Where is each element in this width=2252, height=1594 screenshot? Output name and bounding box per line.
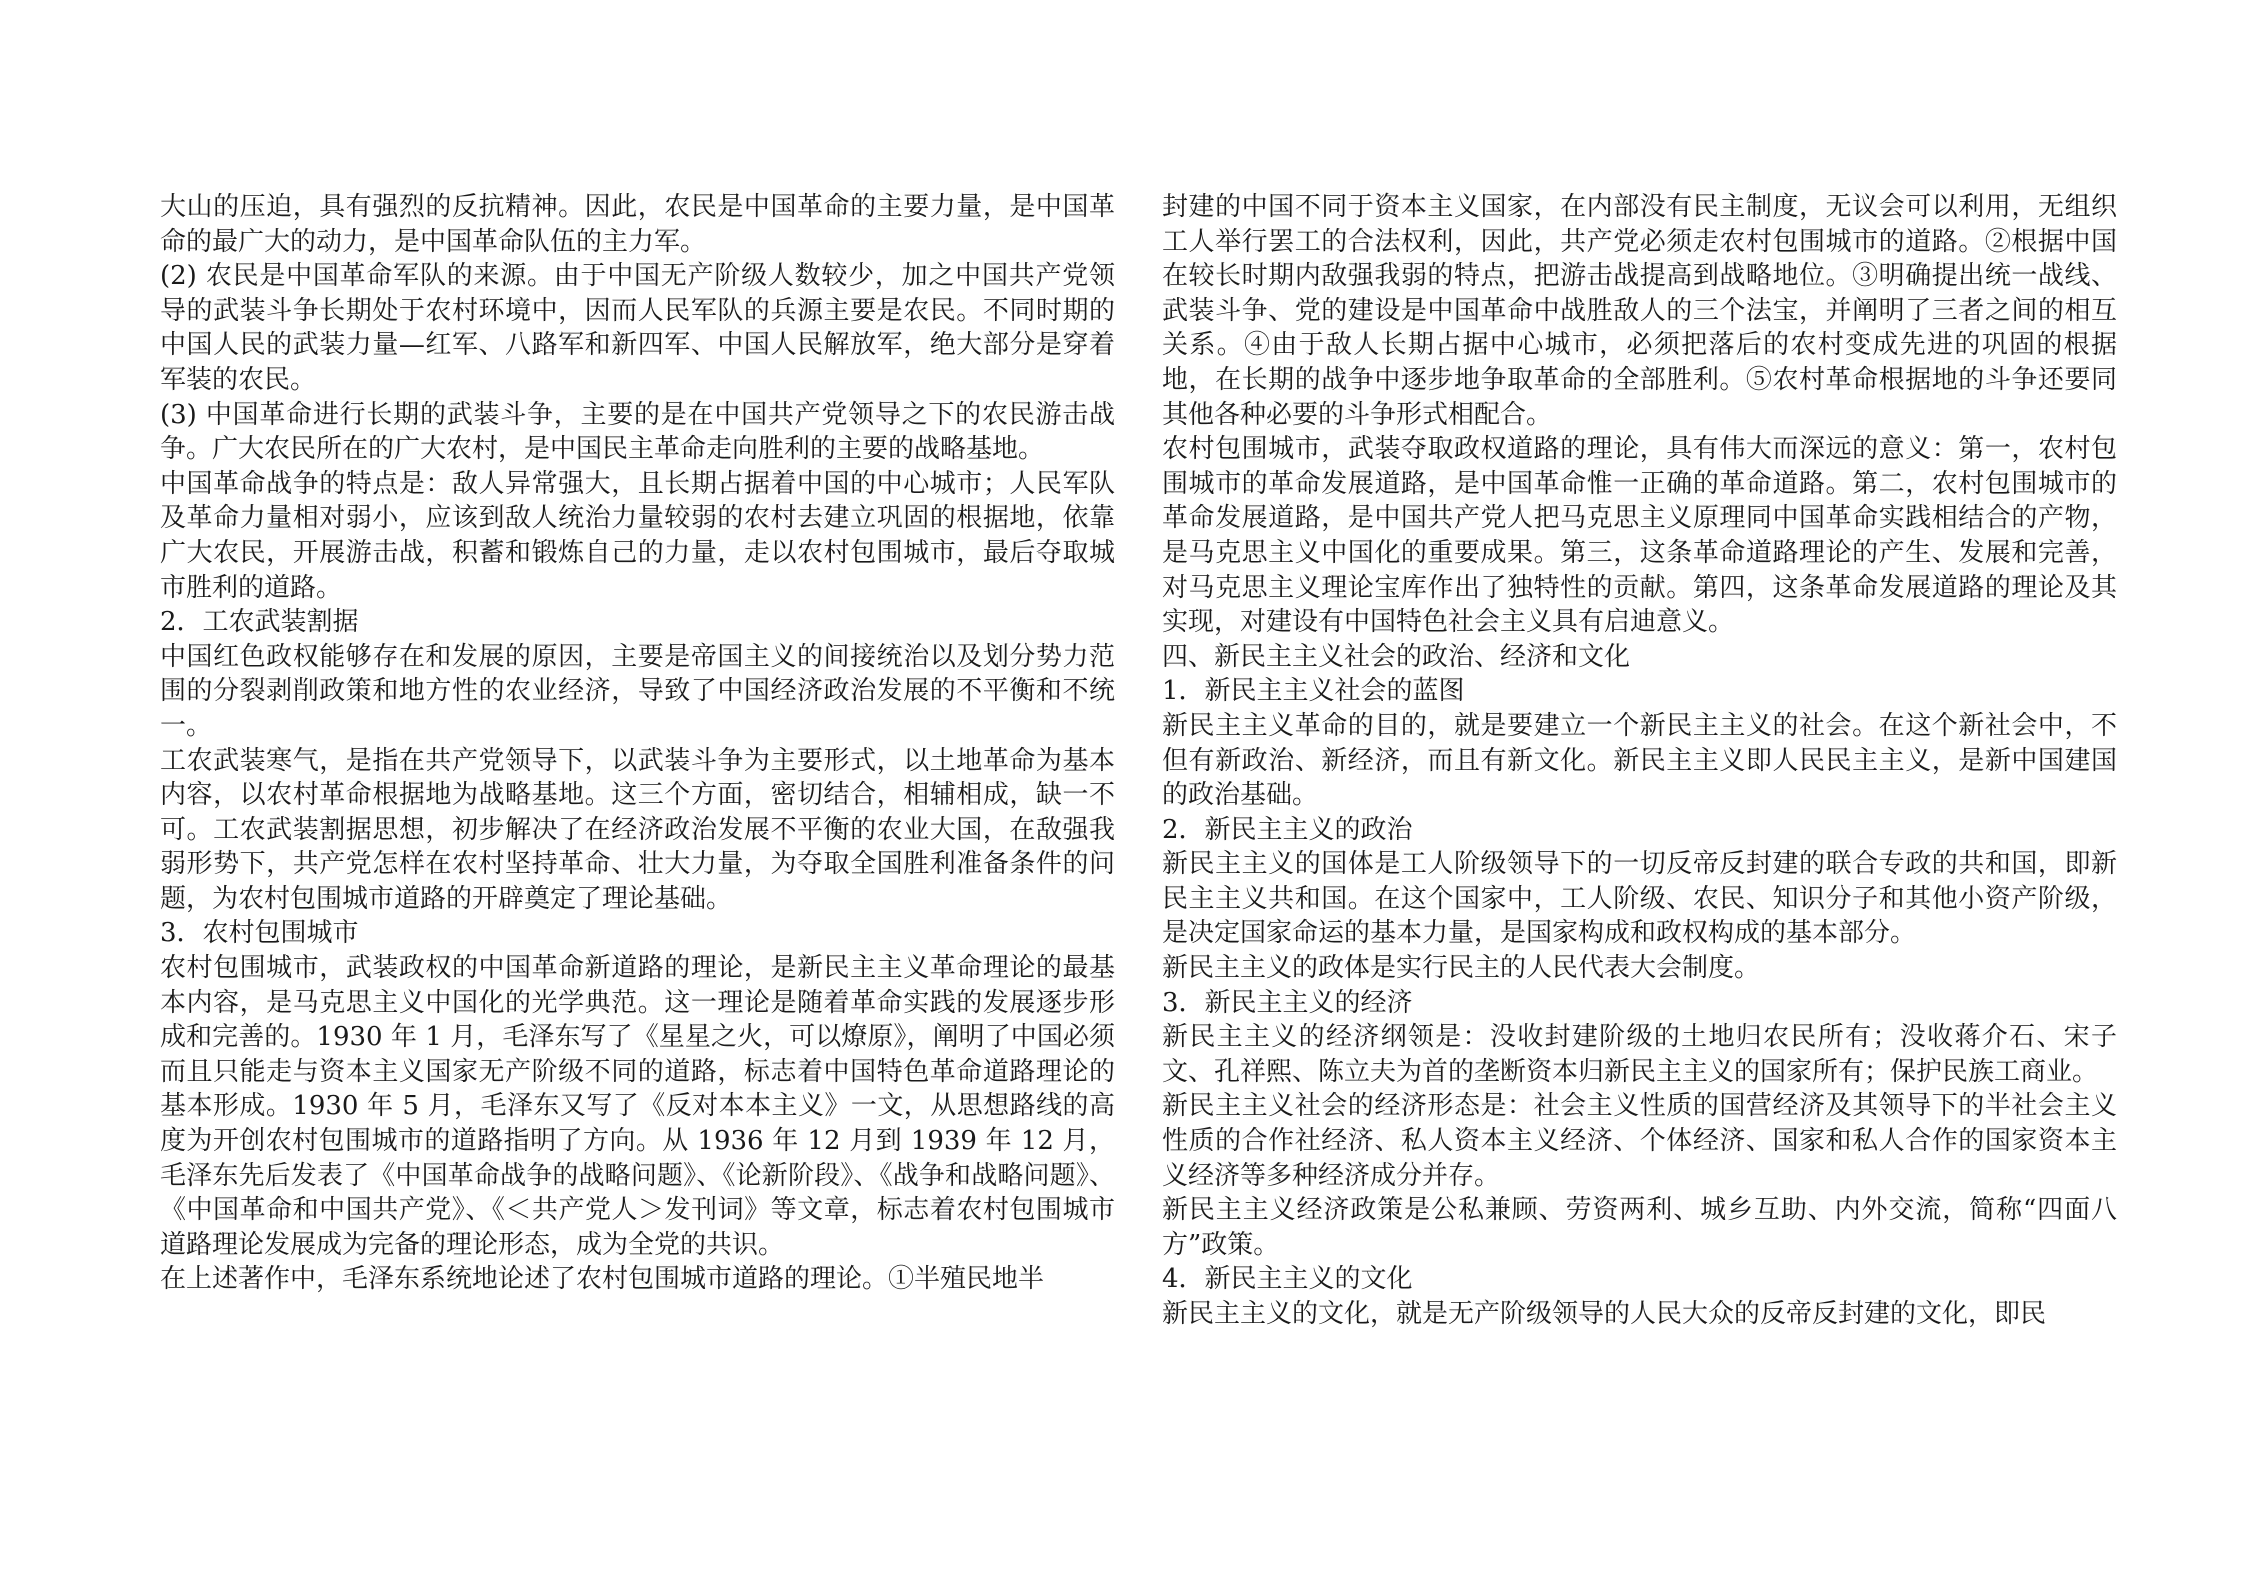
section-heading: 1．新民主主义社会的蓝图	[1162, 676, 1465, 707]
left-text-column	[160, 190, 1115, 1297]
section-heading: 4．新民主主义的文化	[1162, 1264, 1413, 1295]
paragraph: (3) 中国革命进行长期的武装斗争，主要的是在中国共产党领导之下的农民游击战争。广大农民所在的广大农村，是中国民主革命走向胜利的主要的战略基地。	[160, 399, 1115, 465]
section-heading: 2．新民主主义的政治	[1162, 814, 1413, 845]
paragraph: 新民主主义的文化，就是无产阶级领导的人民大众的反帝反封建的文化，即民	[1162, 1299, 2047, 1329]
paragraph: 新民主主义的政体是实行民主的人民代表大会制度。	[1162, 953, 1761, 984]
paragraph: 新民主主义的经济纲领是：没收封建阶级的土地归农民所有；没收蒋介石、宋子文、孔祥熙、陈立夫为首的垄断资本归新民主主义的国家所有；保护民族工商业。	[1162, 1022, 2117, 1087]
paragraph: 新民主主义经济政策是公私兼顾、劳资两利、城乡互助、内外交流，简称“四面八方”政策。	[1162, 1195, 2117, 1260]
section-heading: 2．工农武装割据	[160, 607, 359, 638]
paragraph: 大山的压迫，具有强烈的反抗精神。因此，农民是中国革命的主要力量，是中国革命的最广大的动力，是中国革命队伍的主力军。	[160, 192, 1115, 257]
paragraph: 农村包围城市，武装夺取政权道路的理论，具有伟大而深远的意义：第一，农村包围城市的革命发展道路，是中国革命惟一正确的革命道路。第二，农村包围城市的革命发展道路，是中国共产党人把马克思主义原理同中国革命实践相结合的产物，是马克思主义中国化的重要成果。第三，这条革命道路理论的产生、发展和完善，对马克思主义理论宝库作出了独特性的贡献。第四，这条革命发展道路的理论及其实现，对建设有中国特色社会主义具有启迪意义。	[1162, 434, 2117, 638]
section-heading: 3．农村包围城市	[160, 918, 359, 949]
paragraph: 新民主主义社会的经济形态是：社会主义性质的国营经济及其领导下的半社会主义性质的合作社经济、私人资本主义经济、个体经济、国家和私人合作的国家资本主义经济等多种经济成分并存。	[1162, 1091, 2117, 1191]
section-heading: 3．新民主主义的经济	[1162, 987, 1413, 1018]
paragraph: 新民主主义的国体是工人阶级领导下的一切反帝反封建的联合专政的共和国，即新民主主义共和国。在这个国家中，工人阶级、农民、知识分子和其他小资产阶级，是决定国家命运的基本力量，是国家构成和政权构成的基本部分。	[1162, 849, 2117, 949]
paragraph: 农村包围城市，武装政权的中国革命新道路的理论，是新民主主义革命理论的最基本内容，是马克思主义中国化的光学典范。这一理论是随着革命实践的发展逐步形成和完善的。1930 年 1 月，毛泽东写了《星星之火，可以燎原》，阐明了中国必须而且只能走与资本主义国家无产阶级不同的道路，标志着中国特色革命道路理论的基本形成。1930 年 5 月，毛泽东又写了《反对本本主义》一文，从思想路线的高度为开创农村包围城市的道路指明了方向。从 1936 年 12 月到 1939 年 12 月，毛泽东先后发表了《中国革命战争的战略问题》、《论新阶段》、《战争和战略问题》、《中国革命和中国共产党》、《＜共产党人＞发刊词》等文章，标志着农村包围城市道路理论发展成为完备的理论形态，成为全党的共识。	[160, 953, 1115, 1260]
paragraph: (2) 农民是中国革命军队的来源。由于中国无产阶级人数较少，加之中国共产党领导的武装斗争长期处于农村环境中，因而人民军队的兵源主要是农民。不同时期的中国人民的武装力量—红军、八路军和新四军、中国人民解放军，绝大部分是穿着军装的农民。	[160, 261, 1115, 395]
paragraph: 工农武装寒气，是指在共产党领导下，以武装斗争为主要形式，以土地革命为基本内容，以农村革命根据地为战略基地。这三个方面，密切结合，相辅相成，缺一不可。工农武装割据思想，初步解决了在经济政治发展不平衡的农业大国，在敌强我弱形势下，共产党怎样在农村坚持革命、壮大力量，为夺取全国胜利准备条件的问题，为农村包围城市道路的开辟奠定了理论基础。	[160, 745, 1115, 914]
paragraph: 新民主主义革命的目的，就是要建立一个新民主主义的社会。在这个新社会中，不但有新政治、新经济，而且有新文化。新民主主义即人民民主主义，是新中国建国的政治基础。	[1162, 710, 2117, 811]
paragraph: 中国革命战争的特点是：敌人异常强大，且长期占据着中国的中心城市；人民军队及革命力量相对弱小，应该到敌人统治力量较弱的农村去建立巩固的根据地，依靠广大农民，开展游击战，积蓄和锻炼自己的力量，走以农村包围城市，最后夺取城市胜利的道路。	[160, 468, 1115, 603]
paragraph: 封建的中国不同于资本主义国家，在内部没有民主制度，无议会可以利用，无组织工人举行罢工的合法权利，因此，共产党必须走农村包围城市的道路。②根据中国在较长时期内敌强我弱的特点，把游击战提高到战略地位。③明确提出统一战线、武装斗争、党的建设是中国革命中战胜敌人的三个法宝，并阐明了三者之间的相互关系。④由于敌人长期占据中心城市，必须把落后的农村变成先进的巩固的根据地，在长期的战争中逐步地争取革命的全部胜利。⑤农村革命根据地的斗争还要同其他各种必要的斗争形式相配合。	[1162, 192, 2117, 430]
chapter-heading: 四、新民主主义社会的政治、经济和文化	[1162, 641, 1631, 672]
paragraph: 在上述著作中，毛泽东系统地论述了农村包围城市道路的理论。①半殖民地半	[160, 1264, 1045, 1295]
right-text-column	[1162, 190, 2117, 1332]
paragraph: 中国红色政权能够存在和发展的原因，主要是帝国主义的间接统治以及划分势力范围的分裂剥削政策和地方性的农业经济，导致了中国经济政治发展的不平衡和不统一。	[160, 641, 1115, 741]
